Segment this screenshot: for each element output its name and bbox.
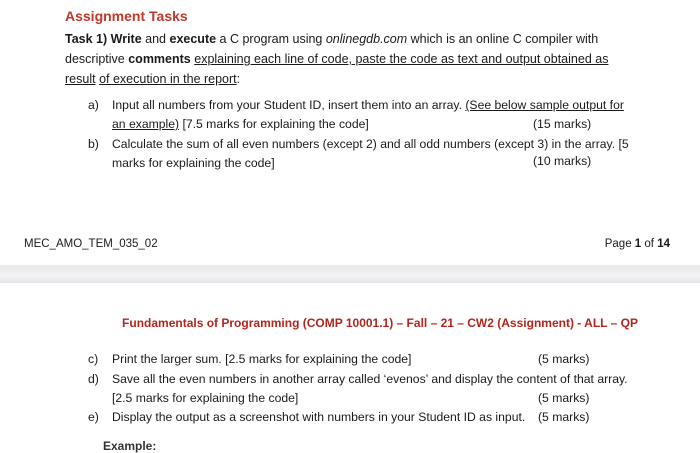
- item-e-label: e): [88, 410, 99, 424]
- page-current: 1: [634, 238, 642, 250]
- task1-underlined-a: explaining each line of code, paste the code as text and output obtained as result: [65, 52, 609, 86]
- item-a-line1: Input all numbers from your Student ID, insert them into an array.: [112, 98, 466, 112]
- of-word: of: [644, 238, 654, 250]
- item-c-label: c): [88, 352, 99, 366]
- page-number: [605, 238, 670, 250]
- item-b-line2: marks for explaining the code]: [112, 156, 275, 170]
- task1-and: and: [145, 32, 167, 46]
- item-c-marks: (5 marks): [538, 352, 590, 366]
- item-a-link-2[interactable]: an example): [112, 117, 180, 131]
- page-divider: [0, 265, 700, 283]
- document-code: MEC_AMO_TEM_035_02: [24, 238, 158, 250]
- course-title: Fundamentals of Programming (COMP 10001.1) – Fall – 21 – CW2 (Assignment) - ALL – QP: [122, 316, 638, 330]
- item-a-line2: [7.5 marks for explaining the code]: [179, 117, 369, 131]
- task1-text-c: descriptive: [65, 52, 125, 66]
- task1-paragraph: [65, 29, 635, 89]
- page-total: 14: [657, 238, 670, 250]
- item-e-line1: Display the output as a screenshot with numbers in your Student ID as input.: [112, 410, 526, 424]
- task1-label: Task 1): [65, 32, 108, 46]
- item-d-marks: (5 marks): [538, 391, 590, 405]
- task1-execute: execute: [169, 32, 217, 46]
- item-d-line2: [2.5 marks for explaining the code]: [112, 391, 299, 405]
- item-b-line1: Calculate the sum of all even numbers (except 2) and all odd numbers (except 3) in the array. [5: [112, 137, 629, 151]
- task1-write: Write: [110, 32, 142, 46]
- section-heading: Assignment Tasks: [65, 8, 188, 24]
- task1-text-b: which is an online C compiler with: [410, 32, 599, 46]
- item-b-marks: (10 marks): [533, 154, 592, 168]
- item-d-label: d): [88, 372, 99, 386]
- task1-site: onlinegdb.com: [325, 32, 408, 46]
- item-e-marks: (5 marks): [538, 410, 590, 424]
- task1-underlined-b: of execution in the report: [99, 72, 237, 86]
- task1-colon: :: [236, 72, 241, 86]
- page-2: [0, 283, 700, 453]
- item-d-line1: Save all the even numbers in another array called ‘evenos’ and display the content of that array.: [112, 372, 628, 386]
- task1-text-a: a C program using: [219, 32, 323, 46]
- example-label: Example:: [103, 439, 157, 453]
- page-word: Page: [604, 238, 632, 250]
- item-b-label: b): [88, 137, 99, 151]
- item-a-link-1[interactable]: (See below sample output for: [465, 98, 624, 112]
- task1-comments: comments: [128, 52, 191, 66]
- item-c-line1: Print the larger sum. [2.5 marks for explaining the code]: [112, 352, 412, 366]
- item-a-label: a): [88, 98, 99, 112]
- item-a-marks: (15 marks): [533, 117, 592, 131]
